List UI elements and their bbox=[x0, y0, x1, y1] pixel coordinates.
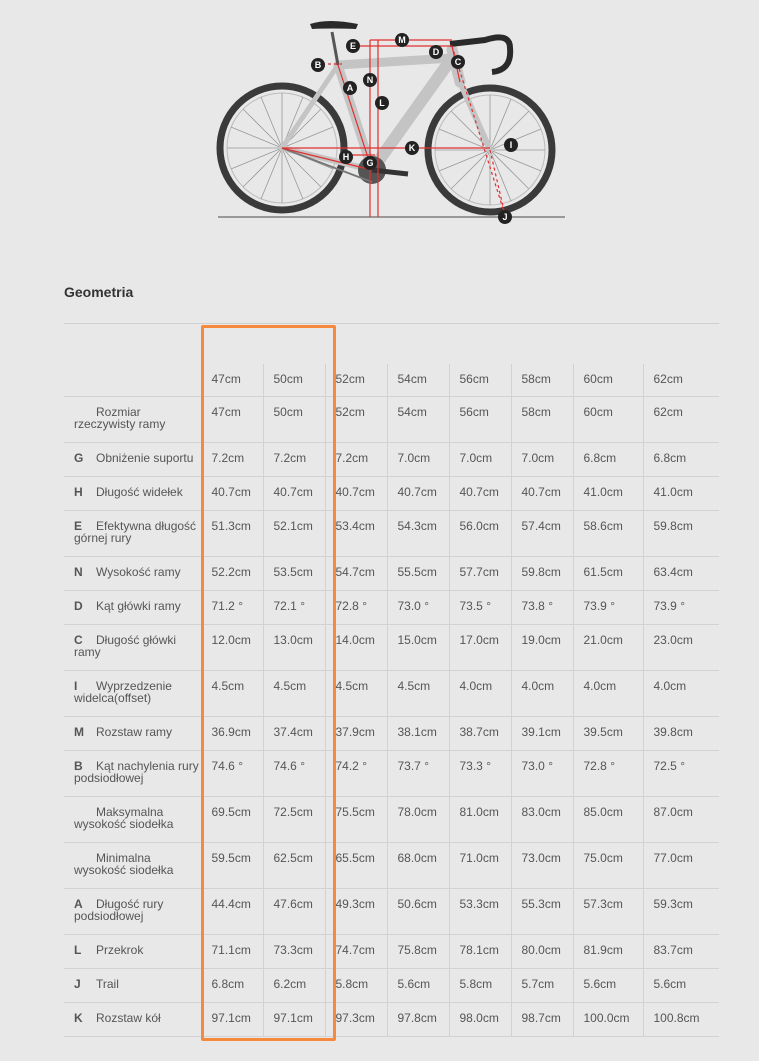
marker-K bbox=[405, 141, 419, 155]
table-cell: 38.1cm bbox=[387, 717, 449, 751]
row-label-text: Obniżenie suportu bbox=[96, 451, 194, 465]
svg-text:A: A bbox=[346, 83, 354, 93]
table-cell: 21.0cm bbox=[573, 625, 643, 671]
table-cell: 4.0cm bbox=[449, 671, 511, 717]
table-cell: 4.0cm bbox=[511, 671, 573, 717]
table-cell: 49.3cm bbox=[325, 889, 387, 935]
svg-text:B: B bbox=[314, 60, 322, 70]
table-cell: 6.2cm bbox=[263, 969, 325, 1003]
table-cell: 52.1cm bbox=[263, 511, 325, 557]
table-cell: 85.0cm bbox=[573, 797, 643, 843]
table-row bbox=[64, 397, 719, 443]
table-cell: 59.8cm bbox=[511, 557, 573, 591]
table-cell: 7.2cm bbox=[201, 443, 263, 477]
marker-D bbox=[429, 45, 443, 59]
divider bbox=[64, 323, 719, 324]
table-cell: 97.8cm bbox=[387, 1003, 449, 1037]
row-label bbox=[64, 717, 201, 751]
table-cell: 56cm bbox=[449, 397, 511, 443]
size-header: 58cm bbox=[511, 364, 573, 397]
row-label bbox=[64, 397, 201, 443]
table-cell: 57.4cm bbox=[511, 511, 573, 557]
table-cell: 77.0cm bbox=[643, 843, 719, 889]
table-cell: 58cm bbox=[511, 397, 573, 443]
row-code: G bbox=[74, 451, 84, 465]
svg-text:E: E bbox=[349, 41, 357, 51]
table-cell: 83.7cm bbox=[643, 935, 719, 969]
table-cell: 62cm bbox=[643, 397, 719, 443]
row-label bbox=[64, 969, 201, 1003]
marker-H bbox=[339, 150, 353, 164]
row-code: B bbox=[74, 759, 83, 773]
svg-text:J: J bbox=[502, 212, 508, 222]
table-cell: 58.6cm bbox=[573, 511, 643, 557]
table-cell: 13.0cm bbox=[263, 625, 325, 671]
table-cell: 83.0cm bbox=[511, 797, 573, 843]
table-cell: 71.2 ° bbox=[201, 591, 263, 625]
table-cell: 53.4cm bbox=[325, 511, 387, 557]
marker-C bbox=[451, 55, 465, 69]
table-cell: 6.8cm bbox=[573, 443, 643, 477]
table-cell: 60cm bbox=[573, 397, 643, 443]
row-code: E bbox=[74, 519, 83, 533]
saddle bbox=[310, 21, 358, 29]
table-cell: 5.8cm bbox=[325, 969, 387, 1003]
row-label-text: Kąt główki ramy bbox=[96, 599, 181, 613]
table-row bbox=[64, 889, 719, 935]
table-cell: 37.9cm bbox=[325, 717, 387, 751]
svg-text:L: L bbox=[379, 98, 385, 108]
table-cell: 50.6cm bbox=[387, 889, 449, 935]
table-cell: 7.0cm bbox=[511, 443, 573, 477]
table-cell: 37.4cm bbox=[263, 717, 325, 751]
svg-text:M: M bbox=[398, 35, 406, 45]
table-cell: 62.5cm bbox=[263, 843, 325, 889]
row-code: A bbox=[74, 897, 83, 911]
table-row bbox=[64, 797, 719, 843]
table-cell: 4.5cm bbox=[201, 671, 263, 717]
size-header: 54cm bbox=[387, 364, 449, 397]
row-code: M bbox=[74, 725, 84, 739]
row-label bbox=[64, 477, 201, 511]
marker-J bbox=[498, 210, 512, 224]
svg-text:N: N bbox=[366, 75, 374, 85]
table-cell: 78.0cm bbox=[387, 797, 449, 843]
row-code: L bbox=[74, 943, 82, 957]
table-cell: 98.0cm bbox=[449, 1003, 511, 1037]
marker-A bbox=[343, 81, 357, 95]
table-cell: 40.7cm bbox=[387, 477, 449, 511]
table-row bbox=[64, 1003, 719, 1037]
table-cell: 61.5cm bbox=[573, 557, 643, 591]
row-label-text: Maksymalna wysokość siodełka bbox=[74, 805, 174, 831]
svg-text:C: C bbox=[454, 57, 462, 67]
row-label bbox=[64, 889, 201, 935]
table-cell: 97.1cm bbox=[201, 1003, 263, 1037]
table-cell: 4.5cm bbox=[263, 671, 325, 717]
row-label-text: Rozmiar rzeczywisty ramy bbox=[74, 405, 166, 431]
size-header: 60cm bbox=[573, 364, 643, 397]
row-label bbox=[64, 751, 201, 797]
table-row bbox=[64, 443, 719, 477]
table-cell: 55.5cm bbox=[387, 557, 449, 591]
table-cell: 5.8cm bbox=[449, 969, 511, 1003]
table-row bbox=[64, 969, 719, 1003]
svg-text:I: I bbox=[509, 140, 513, 150]
table-cell: 5.6cm bbox=[387, 969, 449, 1003]
marker-L bbox=[375, 96, 389, 110]
table-row bbox=[64, 935, 719, 969]
row-label-text: Wysokość ramy bbox=[96, 565, 181, 579]
table-cell: 72.8 ° bbox=[573, 751, 643, 797]
table-cell: 39.8cm bbox=[643, 717, 719, 751]
marker-G bbox=[363, 156, 377, 170]
table-cell: 73.9 ° bbox=[573, 591, 643, 625]
table-cell: 40.7cm bbox=[325, 477, 387, 511]
table-cell: 47cm bbox=[201, 397, 263, 443]
table-row bbox=[64, 591, 719, 625]
table-cell: 4.5cm bbox=[325, 671, 387, 717]
table-cell: 54.7cm bbox=[325, 557, 387, 591]
table-cell: 59.3cm bbox=[643, 889, 719, 935]
table-cell: 40.7cm bbox=[201, 477, 263, 511]
row-label-text: Rozstaw kół bbox=[96, 1011, 161, 1025]
table-cell: 41.0cm bbox=[573, 477, 643, 511]
row-label-text: Rozstaw ramy bbox=[96, 725, 173, 739]
row-label bbox=[64, 443, 201, 477]
table-cell: 4.0cm bbox=[573, 671, 643, 717]
table-cell: 98.7cm bbox=[511, 1003, 573, 1037]
table-cell: 53.3cm bbox=[449, 889, 511, 935]
table-cell: 75.8cm bbox=[387, 935, 449, 969]
table-row bbox=[64, 557, 719, 591]
table-cell: 50cm bbox=[263, 397, 325, 443]
table-cell: 81.9cm bbox=[573, 935, 643, 969]
header-blank bbox=[64, 364, 201, 397]
table-cell: 68.0cm bbox=[387, 843, 449, 889]
row-label bbox=[64, 843, 201, 889]
table-cell: 55.3cm bbox=[511, 889, 573, 935]
table-cell: 5.6cm bbox=[573, 969, 643, 1003]
table-cell: 73.8 ° bbox=[511, 591, 573, 625]
table-cell: 39.1cm bbox=[511, 717, 573, 751]
table-cell: 74.7cm bbox=[325, 935, 387, 969]
table-cell: 5.6cm bbox=[643, 969, 719, 1003]
row-label bbox=[64, 511, 201, 557]
table-cell: 6.8cm bbox=[643, 443, 719, 477]
row-label-text: Długość rury podsiodłowej bbox=[74, 897, 164, 923]
row-code: C bbox=[74, 633, 83, 647]
table-cell: 4.5cm bbox=[387, 671, 449, 717]
table-cell: 69.5cm bbox=[201, 797, 263, 843]
size-header: 62cm bbox=[643, 364, 719, 397]
table-cell: 73.7 ° bbox=[387, 751, 449, 797]
table-cell: 36.9cm bbox=[201, 717, 263, 751]
row-code: J bbox=[74, 977, 81, 991]
table-cell: 71.1cm bbox=[201, 935, 263, 969]
row-label-text: Kąt nachylenia rury podsiodłowej bbox=[74, 759, 199, 785]
marker-N bbox=[363, 73, 377, 87]
table-cell: 14.0cm bbox=[325, 625, 387, 671]
table-cell: 4.0cm bbox=[643, 671, 719, 717]
table-cell: 72.8 ° bbox=[325, 591, 387, 625]
row-code: K bbox=[74, 1011, 83, 1025]
table-cell: 47.6cm bbox=[263, 889, 325, 935]
row-label bbox=[64, 671, 201, 717]
table-cell: 72.5 ° bbox=[643, 751, 719, 797]
table-cell: 73.0 ° bbox=[387, 591, 449, 625]
table-cell: 74.2 ° bbox=[325, 751, 387, 797]
table-cell: 65.5cm bbox=[325, 843, 387, 889]
table-cell: 57.3cm bbox=[573, 889, 643, 935]
size-header: 47cm bbox=[201, 364, 263, 397]
table-cell: 73.0 ° bbox=[511, 751, 573, 797]
table-cell: 73.9 ° bbox=[643, 591, 719, 625]
table-row bbox=[64, 625, 719, 671]
table-cell: 7.0cm bbox=[387, 443, 449, 477]
table-cell: 75.0cm bbox=[573, 843, 643, 889]
table-cell: 74.6 ° bbox=[201, 751, 263, 797]
row-label-text: Efektywna długość górnej rury bbox=[74, 519, 197, 545]
table-cell: 63.4cm bbox=[643, 557, 719, 591]
table-cell: 73.5 ° bbox=[449, 591, 511, 625]
row-label-text: Minimalna wysokość siodełka bbox=[74, 851, 174, 877]
row-label-text: Długość główki ramy bbox=[74, 633, 177, 659]
table-cell: 19.0cm bbox=[511, 625, 573, 671]
table-row bbox=[64, 671, 719, 717]
row-label bbox=[64, 557, 201, 591]
row-label bbox=[64, 1003, 201, 1037]
table-cell: 73.3cm bbox=[263, 935, 325, 969]
table-cell: 52.2cm bbox=[201, 557, 263, 591]
table-cell: 72.5cm bbox=[263, 797, 325, 843]
row-code: H bbox=[74, 485, 83, 499]
table-cell: 97.1cm bbox=[263, 1003, 325, 1037]
svg-text:D: D bbox=[432, 47, 440, 57]
table-cell: 40.7cm bbox=[263, 477, 325, 511]
marker-E bbox=[346, 39, 360, 53]
table-cell: 73.3 ° bbox=[449, 751, 511, 797]
row-code: I bbox=[74, 679, 78, 693]
table-cell: 5.7cm bbox=[511, 969, 573, 1003]
table-cell: 57.7cm bbox=[449, 557, 511, 591]
table-cell: 87.0cm bbox=[643, 797, 719, 843]
size-header: 50cm bbox=[263, 364, 325, 397]
row-code: N bbox=[74, 565, 83, 579]
row-label bbox=[64, 935, 201, 969]
table-cell: 52cm bbox=[325, 397, 387, 443]
row-label bbox=[64, 797, 201, 843]
geometry-table bbox=[64, 364, 719, 1037]
table-row bbox=[64, 751, 719, 797]
table-cell: 15.0cm bbox=[387, 625, 449, 671]
table-cell: 74.6 ° bbox=[263, 751, 325, 797]
table-cell: 56.0cm bbox=[449, 511, 511, 557]
table-cell: 75.5cm bbox=[325, 797, 387, 843]
row-label-text: Wyprzedzenie widelca(offset) bbox=[74, 679, 172, 705]
table-cell: 6.8cm bbox=[201, 969, 263, 1003]
table-cell: 40.7cm bbox=[449, 477, 511, 511]
table-cell: 72.1 ° bbox=[263, 591, 325, 625]
marker-M bbox=[395, 33, 409, 47]
svg-text:K: K bbox=[408, 143, 416, 153]
table-cell: 100.0cm bbox=[573, 1003, 643, 1037]
table-cell: 78.1cm bbox=[449, 935, 511, 969]
table-cell: 7.2cm bbox=[325, 443, 387, 477]
table-cell: 53.5cm bbox=[263, 557, 325, 591]
svg-text:G: G bbox=[366, 158, 374, 168]
table-cell: 51.3cm bbox=[201, 511, 263, 557]
table-cell: 12.0cm bbox=[201, 625, 263, 671]
size-header: 56cm bbox=[449, 364, 511, 397]
table-cell: 38.7cm bbox=[449, 717, 511, 751]
row-label bbox=[64, 591, 201, 625]
table-cell: 59.5cm bbox=[201, 843, 263, 889]
table-cell: 44.4cm bbox=[201, 889, 263, 935]
svg-text:H: H bbox=[342, 152, 350, 162]
table-row bbox=[64, 843, 719, 889]
table-cell: 81.0cm bbox=[449, 797, 511, 843]
table-row bbox=[64, 717, 719, 751]
row-code: D bbox=[74, 599, 83, 613]
marker-B bbox=[311, 58, 325, 72]
table-cell: 7.0cm bbox=[449, 443, 511, 477]
table-cell: 54cm bbox=[387, 397, 449, 443]
table-cell: 39.5cm bbox=[573, 717, 643, 751]
row-label-text: Długość widełek bbox=[96, 485, 183, 499]
table-row bbox=[64, 511, 719, 557]
table-cell: 80.0cm bbox=[511, 935, 573, 969]
table-cell: 23.0cm bbox=[643, 625, 719, 671]
row-label-text: Przekrok bbox=[96, 943, 144, 957]
table-cell: 7.2cm bbox=[263, 443, 325, 477]
table-cell: 17.0cm bbox=[449, 625, 511, 671]
table-cell: 59.8cm bbox=[643, 511, 719, 557]
table-cell: 71.0cm bbox=[449, 843, 511, 889]
section-heading: Geometria bbox=[64, 284, 134, 300]
size-header: 52cm bbox=[325, 364, 387, 397]
size-header-row bbox=[64, 364, 719, 397]
table-cell: 97.3cm bbox=[325, 1003, 387, 1037]
table-cell: 54.3cm bbox=[387, 511, 449, 557]
bike-geometry-diagram bbox=[210, 10, 580, 232]
table-cell: 100.8cm bbox=[643, 1003, 719, 1037]
marker-I bbox=[504, 138, 518, 152]
row-label-text: Trail bbox=[96, 977, 119, 991]
table-cell: 40.7cm bbox=[511, 477, 573, 511]
row-label bbox=[64, 625, 201, 671]
table-cell: 73.0cm bbox=[511, 843, 573, 889]
table-cell: 41.0cm bbox=[643, 477, 719, 511]
table-row bbox=[64, 477, 719, 511]
